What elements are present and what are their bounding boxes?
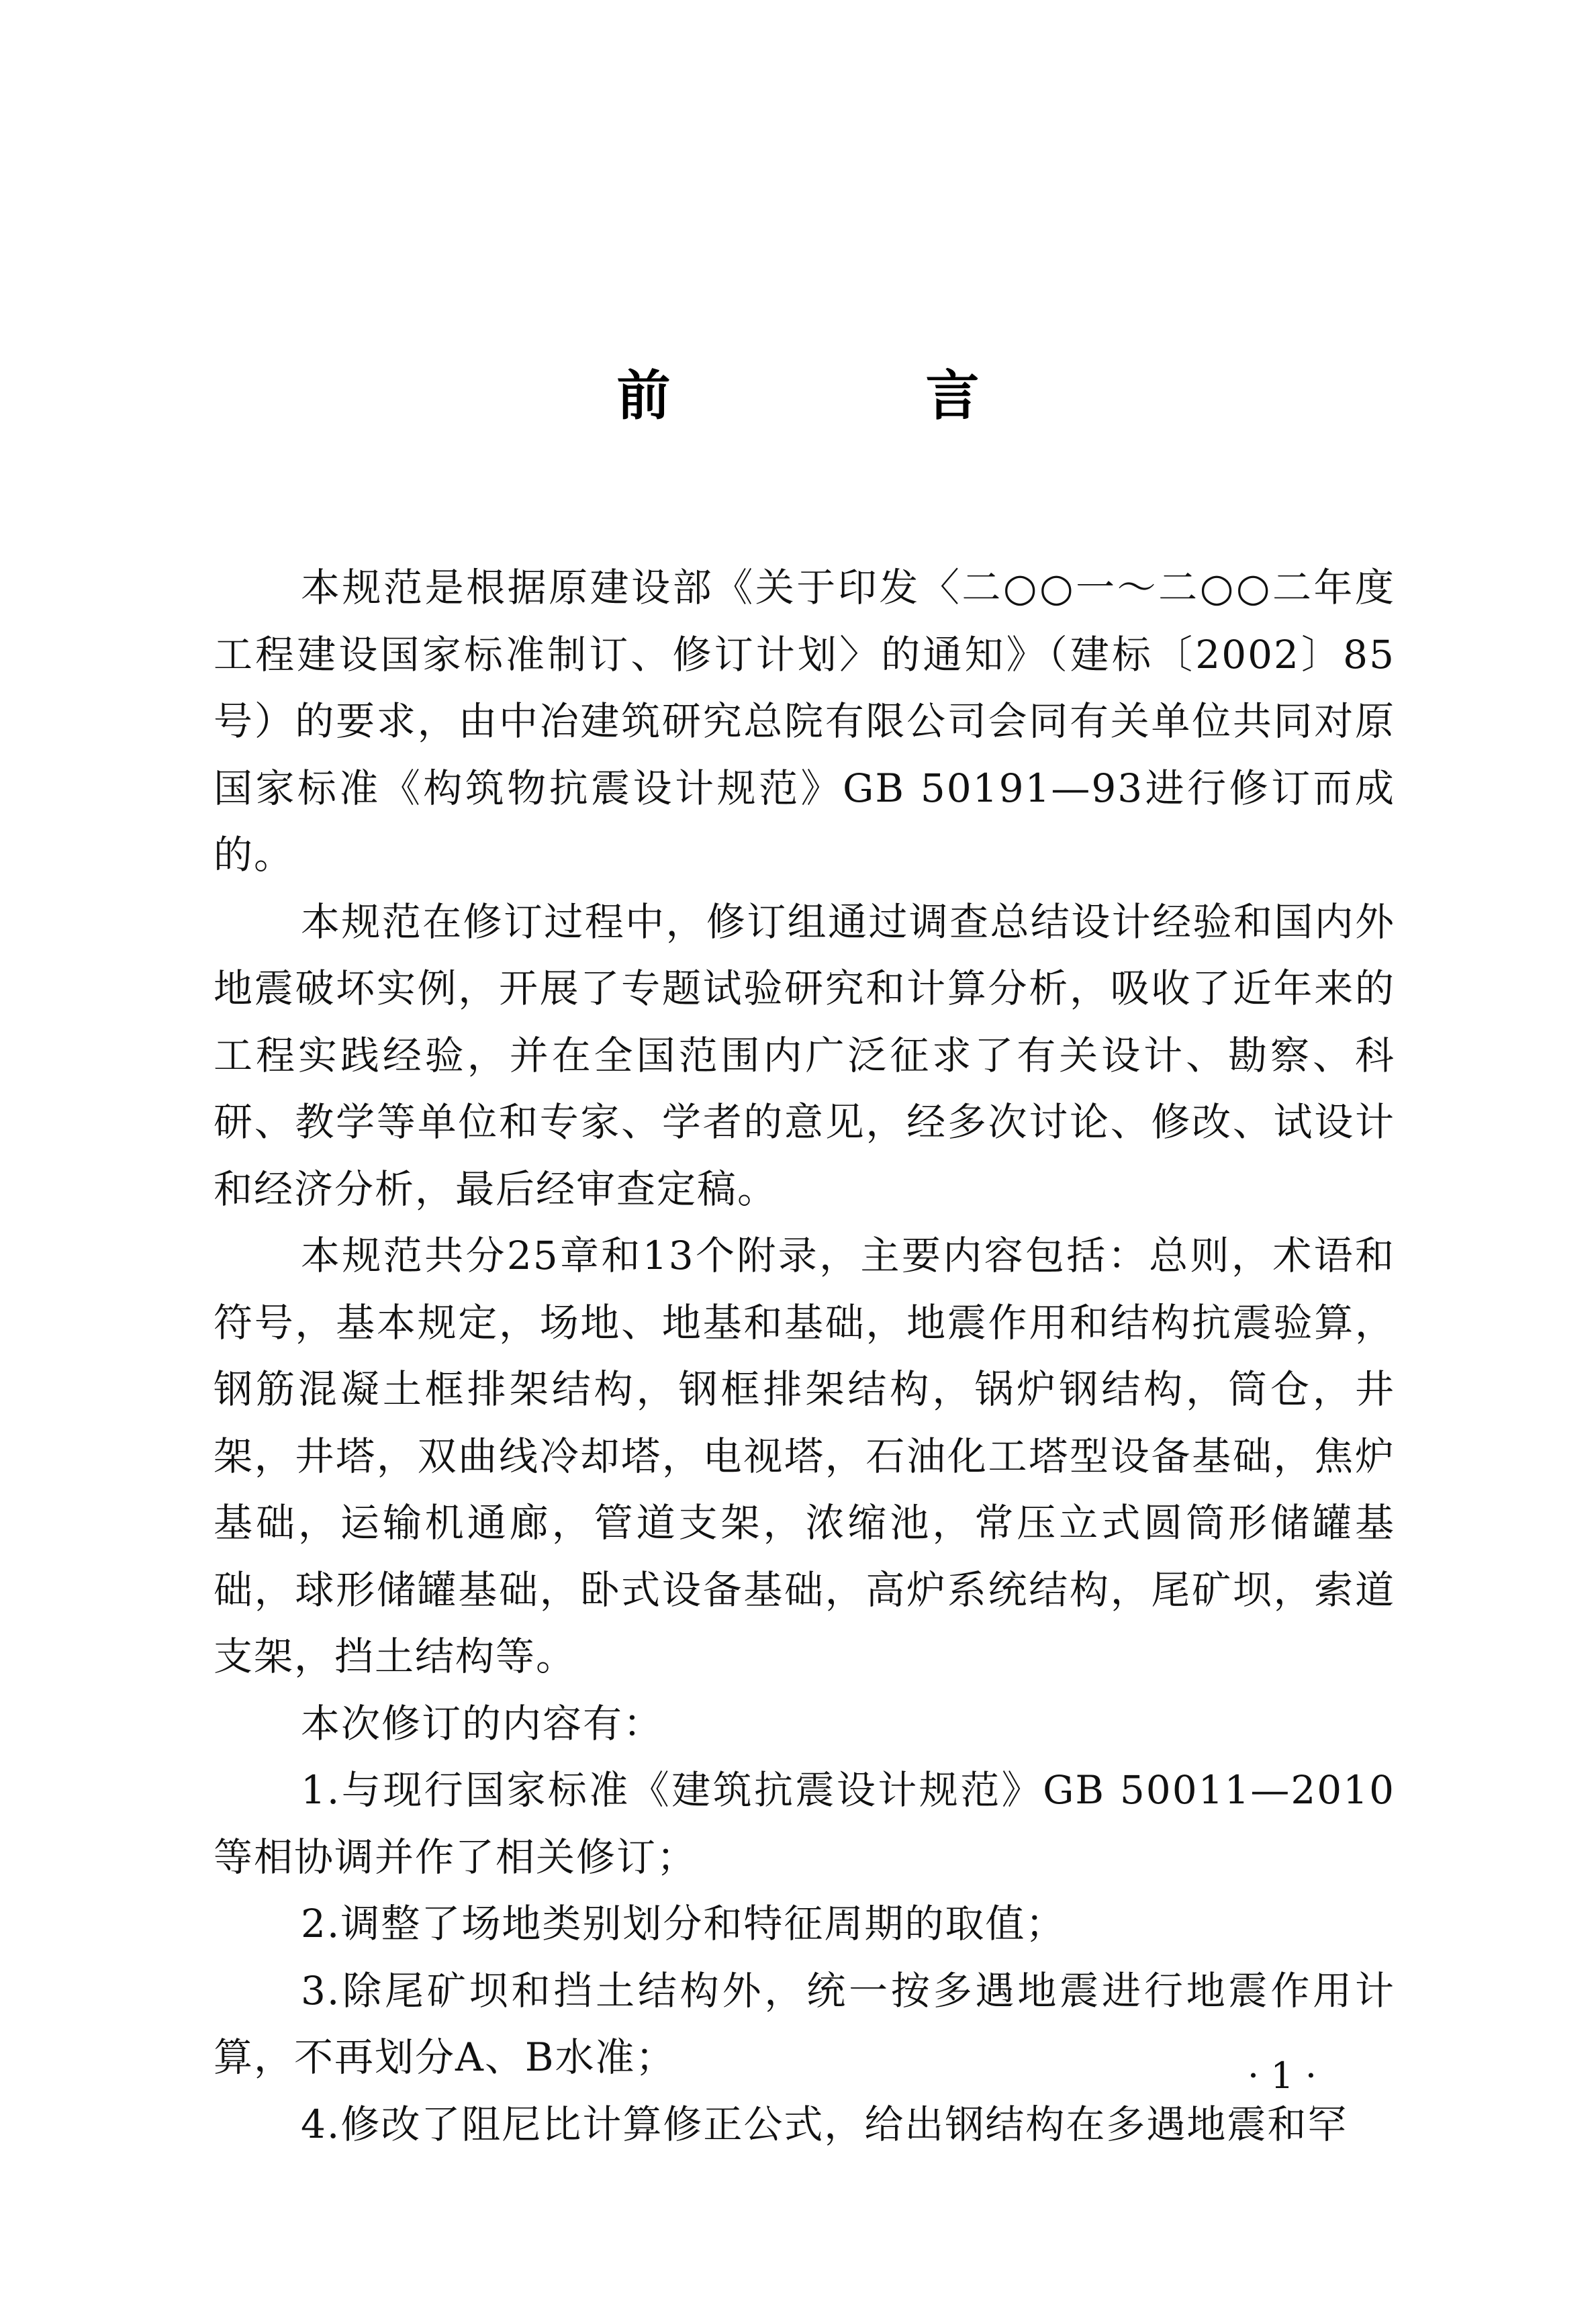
paragraph-revision-item-4: 4.修改了阻尼比计算修正公式，给出钢结构在多遇地震和罕 bbox=[301, 2101, 1348, 2147]
paragraph-contents: 本规范共分25章和13个附录，主要内容包括：总则，术语和符号，基本规定，场地、地基和基础，地震作用和结构抗震验算，钢筋混凝土框排架结构，钢框排架结构，锅炉钢结构，筒仓，井架，井塔，双曲线冷却塔，电视塔，石油化工塔型设备基础，焦炉基础，运输机通廊，管道支架，浓缩池，常压立式圆筒形储罐基础，球形储罐基础，卧式设备基础，高炉系统结构，尾矿坝，索道支架，挡土结构等。 bbox=[214, 1233, 1395, 1679]
paragraph-revision-basis: 本规范是根据原建设部《关于印发〈二○○一～二○○二年度工程建设国家标准制订、修订计划〉的通知》（建标〔2002〕85号）的要求，由中冶建筑研究总院有限公司会同有关单位共同对原国家标准《构筑物抗震设计规范》GB 50191—93进行修订而成的。 bbox=[214, 565, 1395, 878]
paragraph-revision-item-1: 1.与现行国家标准《建筑抗震设计规范》GB 50011—2010等相协调并作了相关修订； bbox=[214, 1767, 1395, 1880]
paragraph-revision-item-3: 3.除尾矿坝和挡土结构外，统一按多遇地震进行地震作用计算，不再划分A、B水准； bbox=[214, 1967, 1395, 2080]
page-title: 前 言 bbox=[616, 365, 1080, 427]
paragraph-revision-intro: 本次修订的内容有： bbox=[301, 1700, 664, 1746]
paragraph-revision-item-2: 2.调整了场地类别划分和特征周期的取值； bbox=[301, 1901, 1066, 1946]
page-number: · 1 · bbox=[1248, 2054, 1317, 2097]
paragraph-revision-process: 本规范在修订过程中，修订组通过调查总结设计经验和国内外地震破坏实例，开展了专题试验研究和计算分析，吸收了近年来的工程实践经验，并在全国范围内广泛征求了有关设计、勘察、科研、教学等单位和专家、学者的意见，经多次讨论、修改、试设计和经济分析，最后经审查定稿。 bbox=[214, 898, 1395, 1212]
body-text bbox=[214, 555, 1395, 2158]
